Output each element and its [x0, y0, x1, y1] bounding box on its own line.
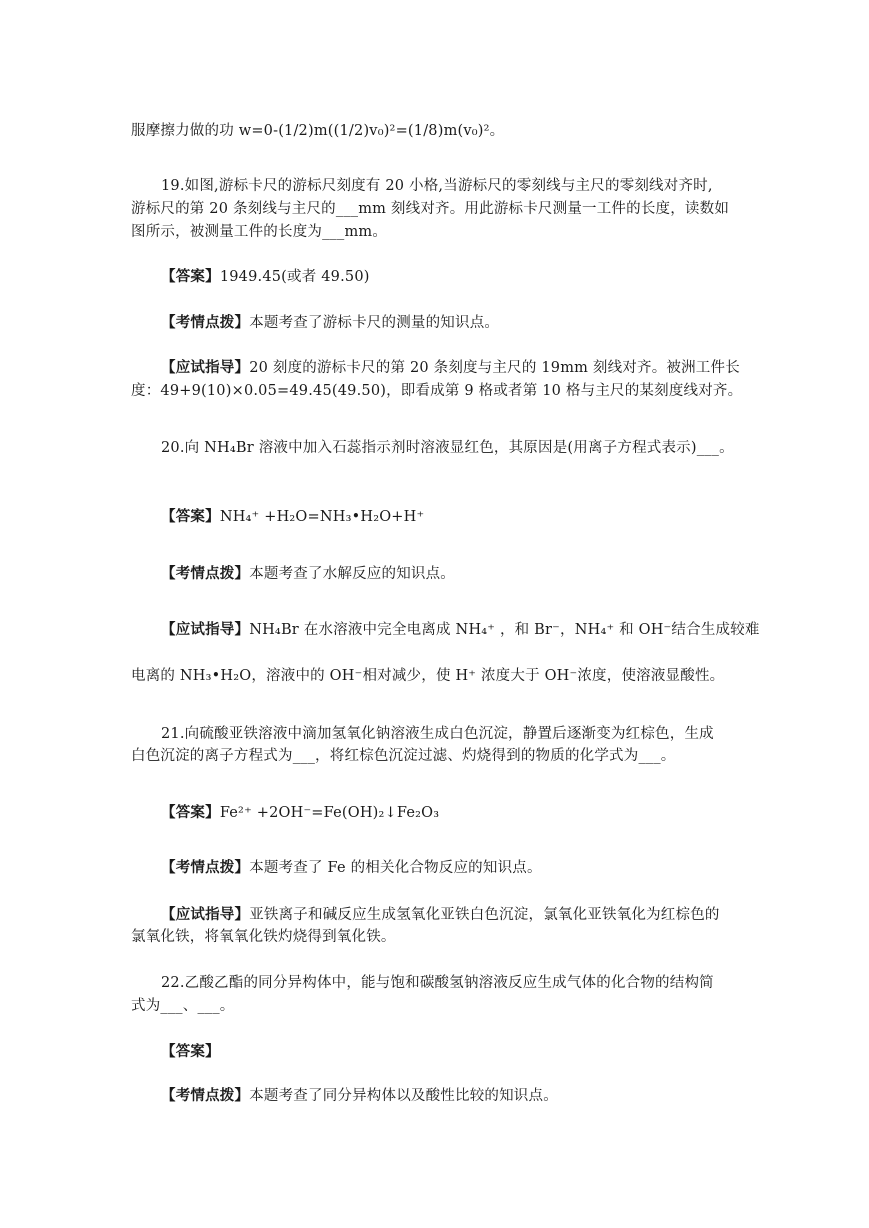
guidance-tag: 【应试指导】: [161, 359, 250, 376]
analysis-tag: 【考情点拨】: [161, 565, 250, 582]
answer-tag: 【答案】: [161, 508, 220, 525]
guidance-19-line-2: 度：49+9(10)×0.05=49.45(49.50)，即看成第 9 格或者第 10 格与主尺的某刻度线对齐。: [131, 383, 743, 399]
analysis-tag: 【考情点拨】: [161, 314, 250, 331]
answer-tag: 【答案】: [161, 268, 220, 285]
answer-22: [161, 1042, 771, 1062]
question-19-line-2: 游标尺的第 20 条刻线与主尺的___mm 刻线对齐。用此游标卡尺测量一工件的长度，读数如: [131, 201, 730, 217]
guidance-20-line-1: 【应试指导】NH₄Br 在水溶液中完全电离成 NH₄⁺ ，和 Br⁻，NH₄⁺ 和 OH⁻结合生成较难: [161, 621, 760, 638]
analysis-19: 【考情点拨】本题考查了游标卡尺的测量的知识点。: [161, 314, 500, 331]
question-22-line-2: 式为___、___。: [131, 998, 235, 1014]
guidance-21-line-2: 氯氧化铁，将氧氧化铁灼烧得到氧化铁。: [131, 929, 396, 945]
answer-20: 【答案】NH₄⁺ +H₂O=NH₃•H₂O+H⁺: [161, 508, 425, 525]
text-line: 服摩擦力做的功 w=0-(1/2)m((1/2)v₀)²=(1/8)m(v₀)²。: [131, 123, 505, 139]
answer-19: 【答案】1949.45(或者 49.50): [161, 268, 370, 285]
question-19-line-3: 图所示，被测量工件的长度为___mm。: [131, 224, 388, 240]
analysis-22: 【考情点拨】本题考查了同分异构体以及酸性比较的知识点。: [161, 1087, 558, 1104]
guidance-20-line-2: 电离的 NH₃•H₂O，溶液中的 OH⁻相对减少，使 H⁺ 浓度大于 OH⁻浓度，使溶液显酸性。: [131, 668, 725, 684]
analysis-tag: 【考情点拨】: [161, 859, 250, 876]
analysis-20: 【考情点拨】本题考查了水解反应的知识点。: [161, 565, 456, 582]
analysis-21: 【考情点拨】本题考查了 Fe 的相关化合物反应的知识点。: [161, 859, 542, 876]
question-21-line-1: 21.向硫酸亚铁溶液中滴加氢氧化钠溶液生成白色沉淀，静置后逐渐变为红棕色，生成: [161, 726, 714, 742]
question-19-line-1: 19.如图,游标卡尺的游标尺刻度有 20 小格,当游标尺的零刻线与主尺的零刻线对齐时,: [161, 178, 713, 194]
answer-21: 【答案】Fe²⁺ +2OH⁻=Fe(OH)₂↓Fe₂O₃: [161, 804, 440, 821]
analysis-tag: 【考情点拨】: [161, 1087, 250, 1104]
guidance-tag: 【应试指导】: [161, 621, 250, 638]
question-20: 20.向 NH₄Br 溶液中加入石蕊指示剂时溶液显红色，其原因是(用离子方程式表示)___。: [161, 440, 734, 456]
guidance-21-line-1: 【应试指导】亚铁离子和碱反应生成氢氧化亚铁白色沉淀，氯氧化亚铁氧化为红棕色的: [161, 906, 720, 923]
question-21-line-2: 白色沉淀的离子方程式为___，将红棕色沉淀过滤、灼烧得到的物质的化学式为___。: [131, 748, 676, 764]
answer-tag: 【答案】: [161, 804, 220, 821]
guidance-tag: 【应试指导】: [161, 906, 250, 923]
question-22-line-1: 22.乙酸乙酯的同分异构体中，能与饱和碳酸氢钠溶液反应生成气体的化合物的结构简: [161, 975, 714, 991]
guidance-19-line-1: 【应试指导】20 刻度的游标卡尺的第 20 条刻度与主尺的 19mm 刻线对齐。被洲工件长: [161, 359, 740, 376]
answer-tag: 【答案】: [161, 1043, 220, 1060]
